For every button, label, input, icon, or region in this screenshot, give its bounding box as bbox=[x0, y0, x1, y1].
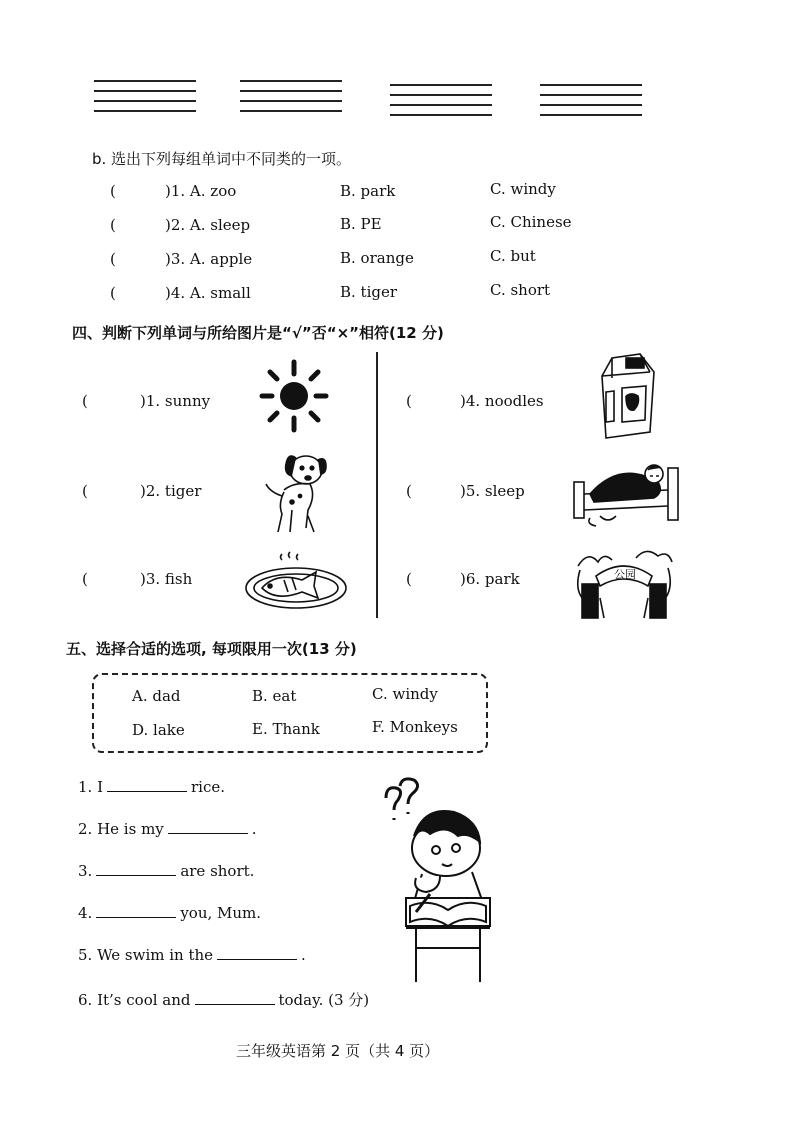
answer-blank[interactable] bbox=[96, 863, 176, 876]
page-footer: 三年级英语第 2 页（共 4 页） bbox=[236, 1042, 440, 1060]
answer-paren[interactable]: ( bbox=[406, 570, 412, 588]
option-b: B. park bbox=[340, 182, 396, 200]
option-c: C. but bbox=[490, 247, 536, 265]
option-c: C. windy bbox=[490, 180, 556, 198]
option-a: )1. A. zoo bbox=[165, 182, 237, 200]
sentence-text: . bbox=[301, 946, 306, 964]
sentence-text: 6. It’s cool and bbox=[78, 991, 191, 1009]
dog-image bbox=[262, 446, 334, 538]
sentence-text: 3. bbox=[78, 862, 93, 880]
sentence-6 bbox=[78, 989, 369, 1010]
writing-lines-2[interactable] bbox=[240, 80, 342, 120]
item-label: )6. park bbox=[460, 570, 520, 588]
sentence-text: today. (3 分) bbox=[278, 991, 370, 1009]
park-sign: 公园 bbox=[614, 568, 636, 581]
thinking-child-image bbox=[376, 778, 506, 988]
word-option: F. Monkeys bbox=[372, 718, 458, 736]
item-label: )5. sleep bbox=[460, 482, 525, 500]
sun-image bbox=[258, 358, 328, 434]
answer-blank[interactable] bbox=[168, 821, 248, 834]
sentence-text: 1. I bbox=[78, 778, 104, 796]
answer-paren[interactable]: ( bbox=[82, 482, 88, 500]
answer-blank[interactable] bbox=[217, 947, 297, 960]
answer-paren[interactable]: ( bbox=[406, 482, 412, 500]
sentence-3 bbox=[78, 862, 254, 880]
section-5-title: 五、选择合适的选项, 每项限用一次(13 分) bbox=[66, 640, 357, 658]
writing-lines-3[interactable] bbox=[390, 84, 492, 124]
sentence-2 bbox=[78, 820, 257, 838]
item-label: )3. fish bbox=[140, 570, 193, 588]
sentence-text: 4. bbox=[78, 904, 93, 922]
word-option: D. lake bbox=[132, 721, 185, 739]
word-option: B. eat bbox=[252, 687, 297, 705]
section-b-title: b. 选出下列每组单词中不同类的一项。 bbox=[92, 150, 352, 168]
item-label: )2. tiger bbox=[140, 482, 202, 500]
answer-paren[interactable]: ( bbox=[110, 182, 116, 200]
column-divider bbox=[376, 352, 378, 618]
word-option: C. windy bbox=[372, 685, 438, 703]
writing-lines-1[interactable] bbox=[94, 80, 196, 120]
option-a: )2. A. sleep bbox=[165, 216, 251, 234]
answer-paren[interactable]: ( bbox=[406, 392, 412, 410]
sentence-1 bbox=[78, 778, 225, 796]
answer-blank[interactable] bbox=[195, 992, 275, 1005]
sentence-text: you, Mum. bbox=[180, 904, 262, 922]
sleeping-child-image bbox=[570, 452, 682, 528]
word-option: E. Thank bbox=[252, 720, 320, 738]
option-c: C. Chinese bbox=[490, 213, 572, 231]
fish-plate-image bbox=[244, 548, 348, 610]
answer-paren[interactable]: ( bbox=[110, 216, 116, 234]
answer-blank[interactable] bbox=[107, 779, 187, 792]
sentence-4 bbox=[78, 904, 261, 922]
sentence-text: 2. He is my bbox=[78, 820, 164, 838]
item-label: )4. noodles bbox=[460, 392, 544, 410]
option-b: B. PE bbox=[340, 215, 382, 233]
sentence-text: are short. bbox=[180, 862, 255, 880]
section-4-title: 四、判断下列单词与所给图片是“√”否“×”相符(12 分) bbox=[72, 324, 444, 342]
word-option: A. dad bbox=[132, 687, 181, 705]
option-a: )4. A. small bbox=[165, 284, 251, 302]
item-label: )1. sunny bbox=[140, 392, 211, 410]
answer-blank[interactable] bbox=[96, 905, 176, 918]
option-a: )3. A. apple bbox=[165, 250, 253, 268]
option-b: B. tiger bbox=[340, 283, 398, 301]
answer-paren[interactable]: ( bbox=[82, 392, 88, 410]
answer-paren[interactable]: ( bbox=[110, 284, 116, 302]
sentence-5 bbox=[78, 946, 306, 964]
milk-carton-image bbox=[596, 352, 662, 440]
writing-lines-4[interactable] bbox=[540, 84, 642, 124]
sentence-text: . bbox=[251, 820, 257, 838]
sentence-text: rice. bbox=[191, 778, 226, 796]
answer-paren[interactable]: ( bbox=[110, 250, 116, 268]
option-b: B. orange bbox=[340, 249, 414, 267]
park-gate-image bbox=[572, 546, 676, 620]
option-c: C. short bbox=[490, 281, 551, 299]
sentence-text: 5. We swim in the bbox=[78, 946, 214, 964]
answer-paren[interactable]: ( bbox=[82, 570, 88, 588]
